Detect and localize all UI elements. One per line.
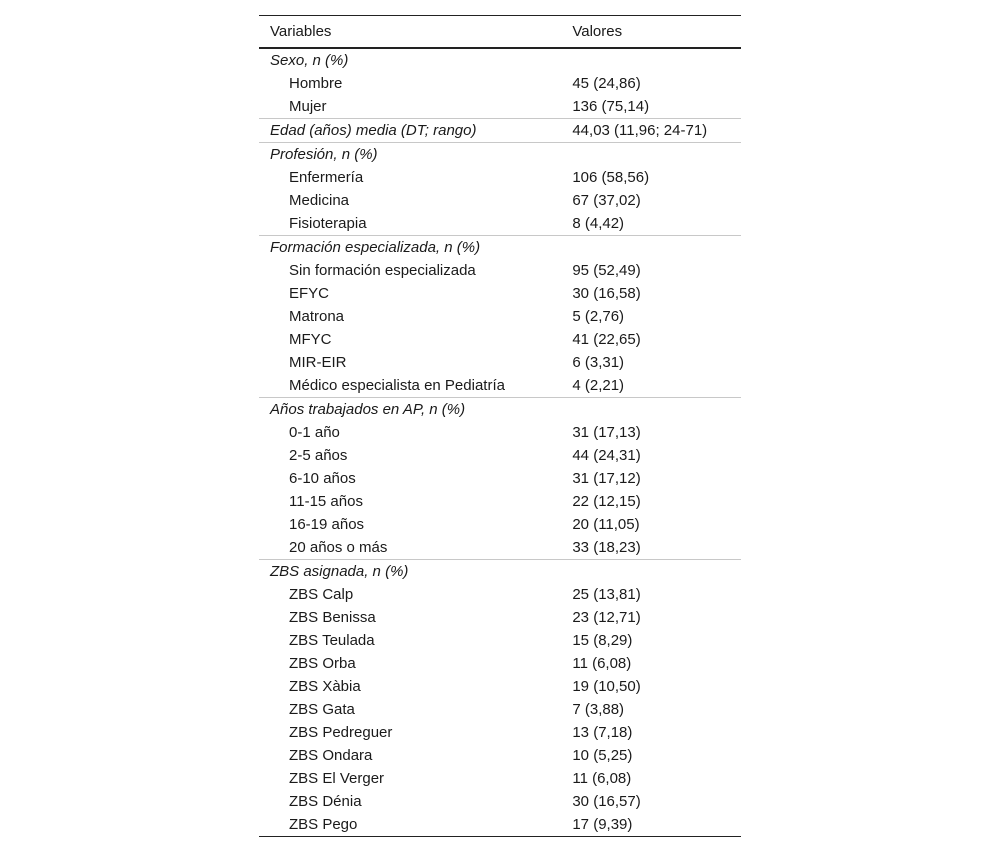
row-value: 136 (75,14) (572, 98, 650, 115)
table-row (259, 536, 741, 560)
section-row (259, 560, 741, 584)
table-header (259, 16, 741, 49)
section-row (259, 48, 741, 72)
row-label: ZBS Teulada (289, 632, 375, 649)
table-row (259, 513, 741, 536)
section-row (259, 398, 741, 422)
table-row (259, 744, 741, 767)
row-label: ZBS Pego (259, 813, 572, 837)
row-value: 106 (58,56) (572, 169, 650, 186)
section-row (259, 143, 741, 167)
row-value: 5 (2,76) (572, 308, 625, 325)
row-label: 16-19 años (289, 516, 365, 533)
row-value: 30 (16,58) (572, 285, 641, 302)
table-row (259, 606, 741, 629)
row-label: Médico especialista en Pediatría (289, 377, 505, 394)
row-label: 6-10 años (289, 470, 356, 487)
table-row (259, 652, 741, 675)
row-value: 41 (22,65) (572, 331, 641, 348)
section-label: ZBS asignada, n (%) (259, 560, 572, 584)
table-row (259, 166, 741, 189)
row-value: 45 (24,86) (572, 75, 641, 92)
row-label: ZBS Pedreguer (289, 724, 393, 741)
row-value: 19 (10,50) (572, 678, 641, 695)
row-value: 17 (9,39) (572, 813, 741, 837)
row-value: 11 (6,08) (572, 770, 632, 787)
table-row (259, 790, 741, 813)
table-row (259, 421, 741, 444)
row-value: 30 (16,57) (572, 793, 641, 810)
table-row (259, 282, 741, 305)
section-row (259, 119, 741, 143)
table-row (259, 813, 741, 837)
row-label: Hombre (289, 75, 343, 92)
section-label: Formación especializada, n (%) (259, 236, 572, 260)
table-row (259, 675, 741, 698)
table-row (259, 72, 741, 95)
row-value: 20 (11,05) (572, 516, 640, 533)
table-row (259, 328, 741, 351)
row-label: MIR-EIR (289, 354, 347, 371)
row-value: 33 (18,23) (572, 539, 641, 556)
table-row (259, 698, 741, 721)
row-value (572, 48, 741, 72)
row-label: Sin formación especializada (289, 262, 476, 279)
row-value: 95 (52,49) (572, 262, 641, 279)
row-label: Matrona (289, 308, 345, 325)
row-value: 13 (7,18) (572, 724, 633, 741)
row-label: 20 años o más (289, 539, 388, 556)
table-row (259, 351, 741, 374)
row-label: ZBS Dénia (289, 793, 362, 810)
table-row (259, 721, 741, 744)
table-body (259, 48, 741, 837)
row-value: 67 (37,02) (572, 192, 641, 209)
row-value: 44,03 (11,96; 24-71) (572, 119, 741, 143)
row-value: 25 (13,81) (572, 586, 641, 603)
row-value: 7 (3,88) (572, 701, 625, 718)
row-label: Medicina (289, 192, 350, 209)
row-value: 11 (6,08) (572, 655, 632, 672)
row-value (572, 560, 741, 584)
table-row (259, 95, 741, 119)
row-value: 6 (3,31) (572, 354, 625, 371)
table-row (259, 467, 741, 490)
data-table (259, 15, 741, 837)
row-label: ZBS Orba (289, 655, 356, 672)
row-value: 44 (24,31) (572, 447, 641, 464)
row-value: 8 (4,42) (572, 215, 625, 232)
row-label: EFYC (289, 285, 330, 302)
row-value: 31 (17,13) (572, 424, 641, 441)
header-valores: Valores (572, 16, 741, 49)
table-row (259, 444, 741, 467)
row-value: 31 (17,12) (572, 470, 641, 487)
row-value (572, 236, 741, 260)
row-value (572, 143, 741, 167)
row-label: 2-5 años (289, 447, 348, 464)
row-value (572, 398, 741, 422)
row-label: ZBS Xàbia (289, 678, 361, 695)
row-label: ZBS Benissa (289, 609, 376, 626)
table-row (259, 583, 741, 606)
section-row (259, 236, 741, 260)
table-row (259, 189, 741, 212)
row-value: 22 (12,15) (572, 493, 641, 510)
row-label: ZBS Gata (289, 701, 355, 718)
table-row (259, 767, 741, 790)
row-value: 23 (12,71) (572, 609, 641, 626)
header-variables: Variables (259, 16, 572, 49)
row-label: ZBS El Verger (289, 770, 385, 787)
row-value: 10 (5,25) (572, 747, 633, 764)
table-row (259, 629, 741, 652)
section-label: Sexo, n (%) (270, 52, 349, 69)
row-label: ZBS Calp (289, 586, 354, 603)
row-label: MFYC (289, 331, 332, 348)
table-row (259, 259, 741, 282)
row-label: Enfermería (289, 169, 364, 186)
row-label: 0-1 año (289, 424, 340, 441)
row-label: 11-15 años (289, 493, 363, 510)
table-row (259, 490, 741, 513)
section-label: Profesión, n (%) (259, 143, 572, 167)
row-value: 15 (8,29) (572, 632, 633, 649)
table-row (259, 212, 741, 236)
section-label: Años trabajados en AP, n (%) (259, 398, 572, 422)
row-label: Fisioterapia (289, 215, 367, 232)
row-label: ZBS Ondara (289, 747, 373, 764)
table-row (259, 305, 741, 328)
row-label: Mujer (289, 98, 327, 115)
row-value: 4 (2,21) (572, 377, 625, 394)
table-row (259, 374, 741, 398)
header-row (259, 16, 741, 49)
section-label: Edad (años) media (DT; rango) (259, 119, 572, 143)
